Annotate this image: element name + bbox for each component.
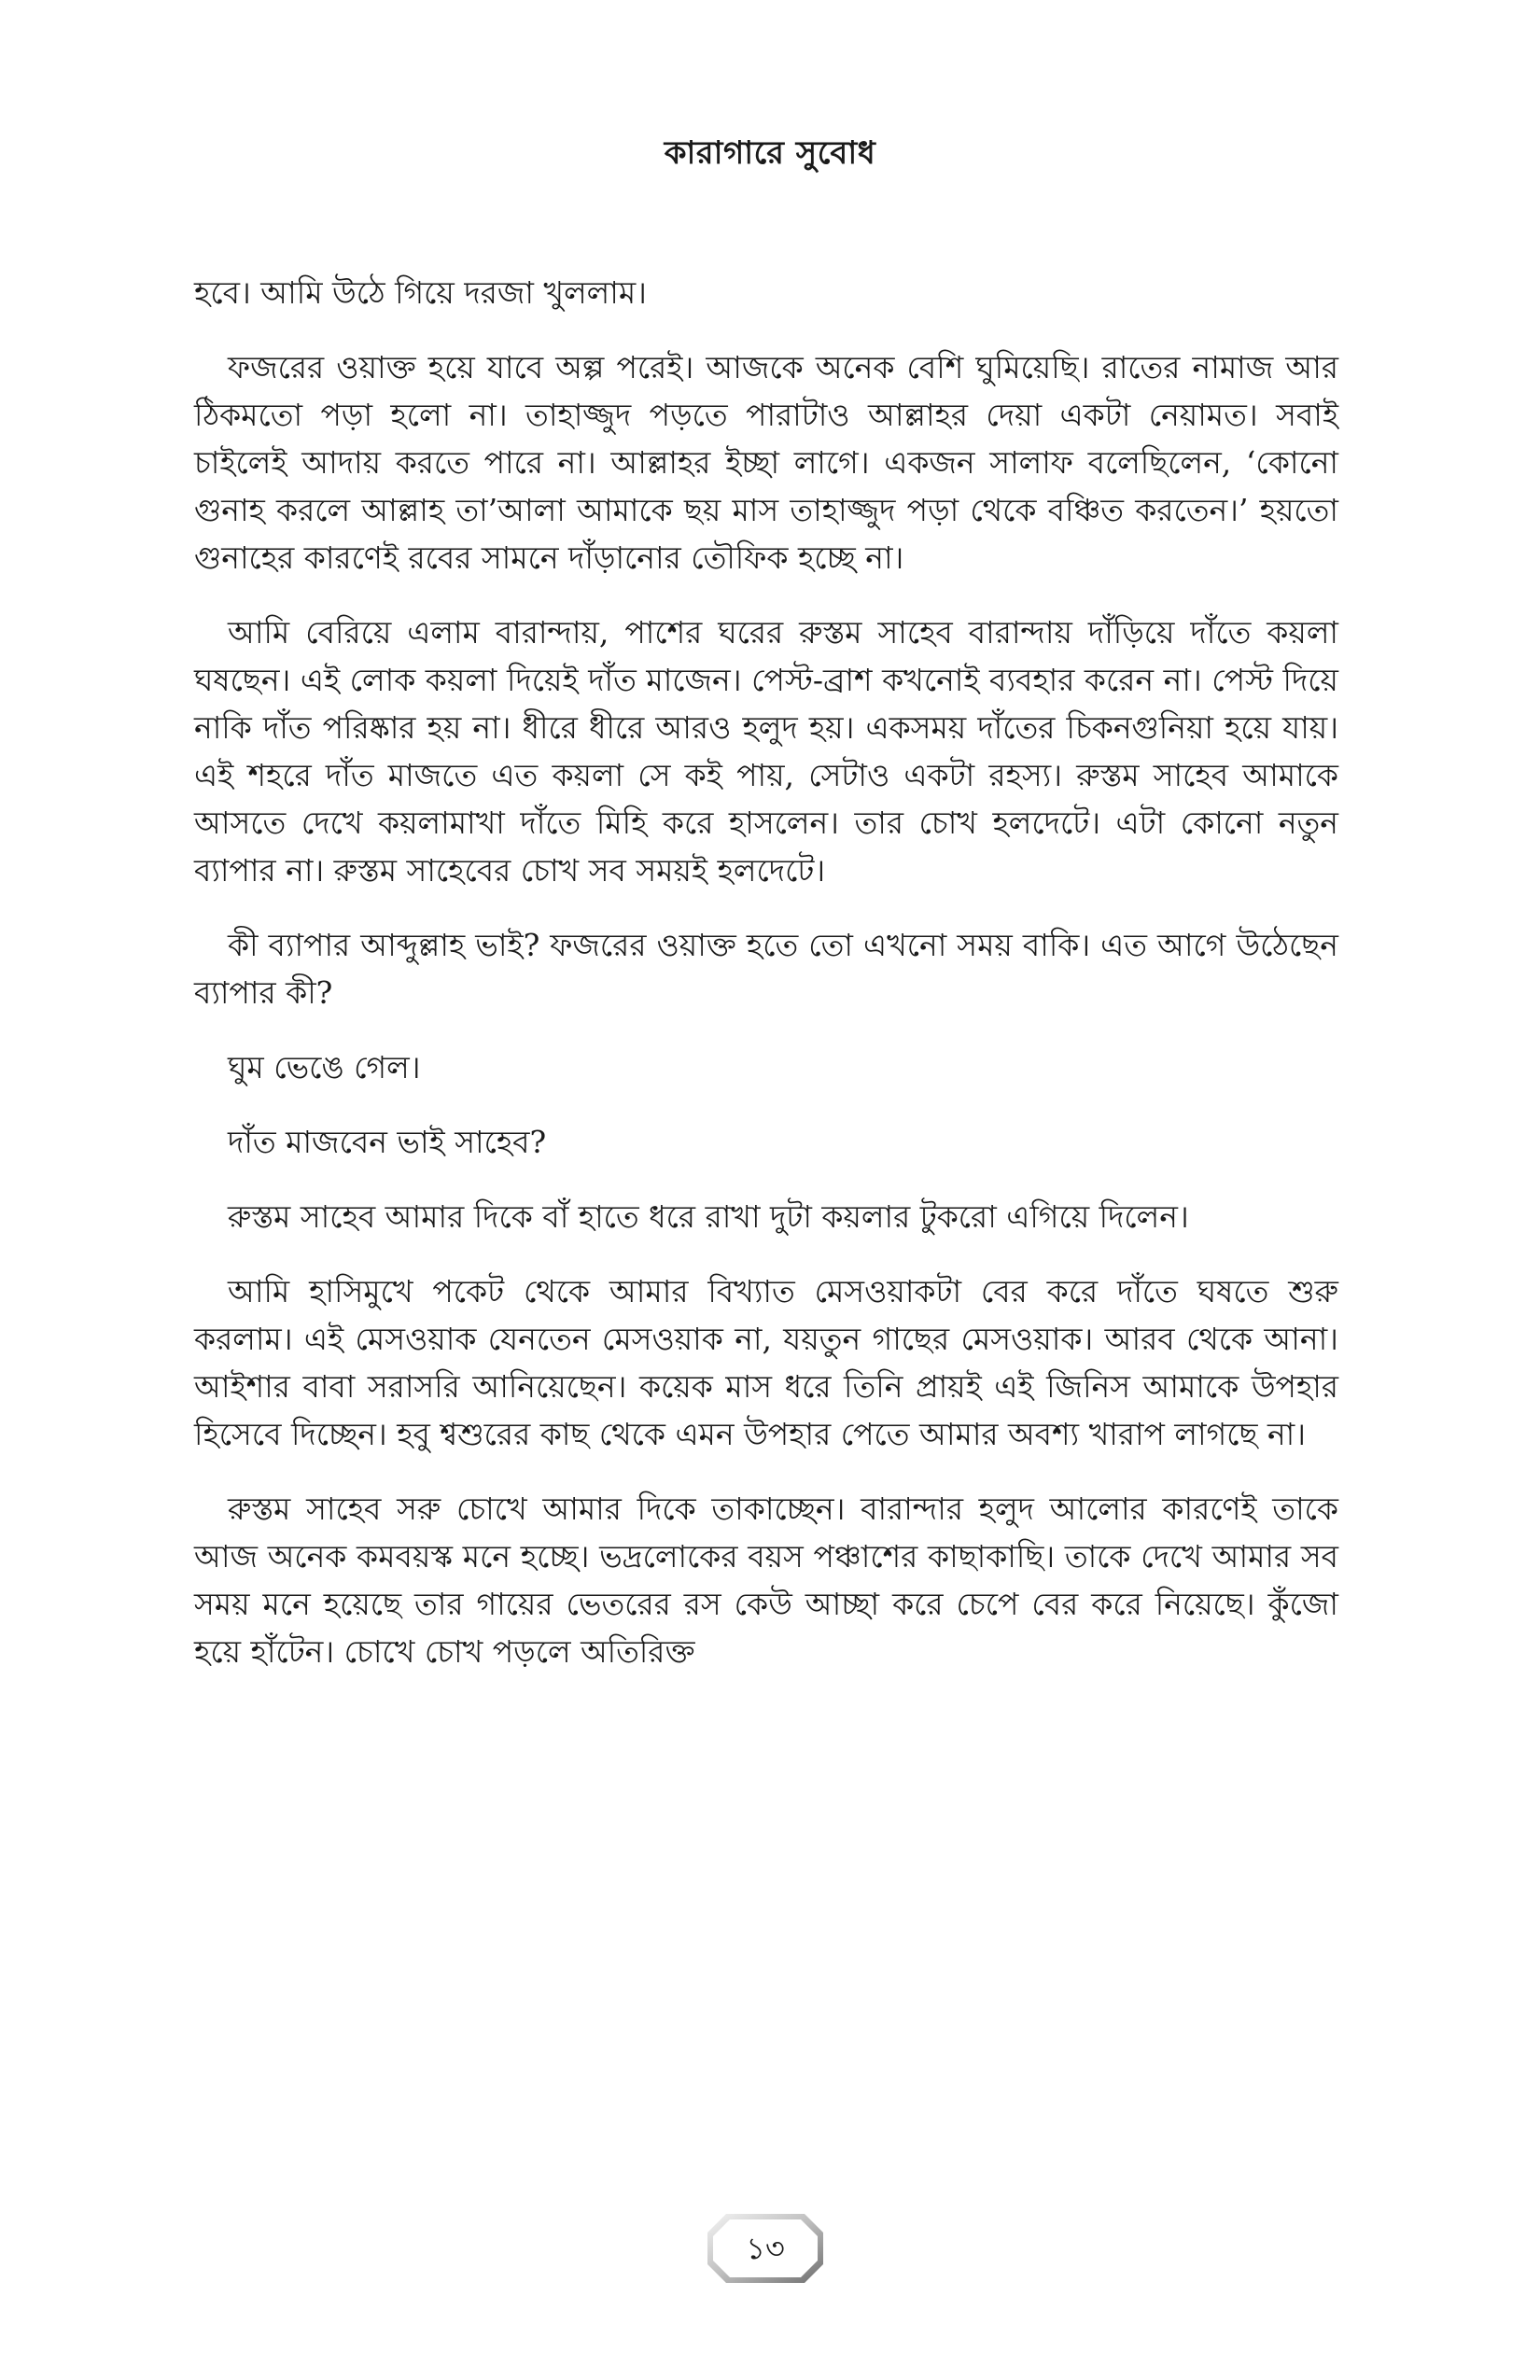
paragraph-3: আমি বেরিয়ে এলাম বারান্দায়, পাশের ঘরের রুস্তম সাহেব বারান্দায় দাঁড়িয়ে দাঁতে কয়লা ঘষছেন। এই লোক কয়লা দিয়েই দাঁত মাজেন। পেস্ট-ব্রাশ কখনোই ব্যবহার করেন না। পেস্ট দিয়ে নাকি দাঁত পরিষ্কার হয় না। ধীরে ধীরে আরও হলুদ হয়। একসময় দাঁতের চিকনগুনিয়া হয়ে যায়। এই শহরে দাঁত মাজতে এত কয়লা সে কই পায়, সেটাও একটা রহস্য। রুস্তম সাহেব আমাকে আসতে দেখে কয়লামাখা দাঁতে মিহি করে হাসলেন। তার চোখ হলদেটে। এটা কোনো নতুন ব্যাপার না। রুস্তম সাহেবের চোখ সব সময়ই হলদেটে। — [194, 614, 1338, 889]
paragraph-4: কী ব্যাপার আব্দুল্লাহ ভাই? ফজরের ওয়াক্ত হতে তো এখনো সময় বাকি। এত আগে উঠেছেন ব্যাপার কী? — [194, 927, 1338, 1011]
paragraph-5: ঘুম ভেঙে গেল। — [228, 1049, 421, 1085]
page-number: ১৩ — [746, 2231, 785, 2266]
paragraph-1: হবে। আমি উঠে গিয়ে দরজা খুললাম। — [194, 274, 647, 311]
paragraph-2: ফজরের ওয়াক্ত হয়ে যাবে অল্প পরেই। আজকে অনেক বেশি ঘুমিয়েছি। রাতের নামাজ আর ঠিকমতো পড়া হলো না। তাহাজ্জুদ পড়তে পারাটাও আল্লাহর দেয়া একটা নেয়ামত। সবাই চাইলেই আদায় করতে পারে না। আল্লাহর ইচ্ছা লাগে। একজন সালাফ বলেছিলেন, ‘কোনো গুনাহ করলে আল্লাহ তা’আলা আমাকে ছয় মাস তাহাজ্জুদ পড়া থেকে বঞ্চিত করতেন।’ হয়তো গুনাহের কারণেই রবের সামনে দাঁড়ানোর তৌফিক হচ্ছে না। — [194, 349, 1338, 576]
page-number-badge — [706, 2212, 825, 2285]
running-head: কারাগারে সুবোধ — [664, 134, 876, 172]
paragraph-6: দাঁত মাজবেন ভাই সাহেব? — [228, 1124, 547, 1160]
paragraph-7: রুস্তম সাহেব আমার দিকে বাঁ হাতে ধরে রাখা দুটা কয়লার টুকরো এগিয়ে দিলেন। — [228, 1198, 1189, 1235]
paragraph-8: আমি হাসিমুখে পকেট থেকে আমার বিখ্যাত মেসওয়াকটা বের করে দাঁতে ঘষতে শুরু করলাম। এই মেসওয়াক যেনতেন মেসওয়াক না, যয়তুন গাছের মেসওয়াক। আরব থেকে আনা। আইশার বাবা সরাসরি আনিয়েছেন। কয়েক মাস ধরে তিনি প্রায়ই এই জিনিস আমাকে উপহার হিসেবে দিচ্ছেন। হবু শ্বশুরের কাছ থেকে এমন উপহার পেতে আমার অবশ্য খারাপ লাগছে না। — [194, 1273, 1338, 1452]
paragraph-9: রুস্তম সাহেব সরু চোখে আমার দিকে তাকাচ্ছেন। বারান্দার হলুদ আলোর কারণেই তাকে আজ অনেক কমবয়স্ক মনে হচ্ছে। ভদ্রলোকের বয়স পঞ্চাশের কাছাকাছি। তাকে দেখে আমার সব সময় মনে হয়েছে তার গায়ের ভেতরের রস কেউ আচ্ছা করে চেপে বের করে নিয়েছে। কুঁজো হয়ে হাঁটেন। চোখে চোখ পড়লে অতিরিক্ত — [194, 1491, 1338, 1670]
body-text — [194, 269, 1338, 1702]
